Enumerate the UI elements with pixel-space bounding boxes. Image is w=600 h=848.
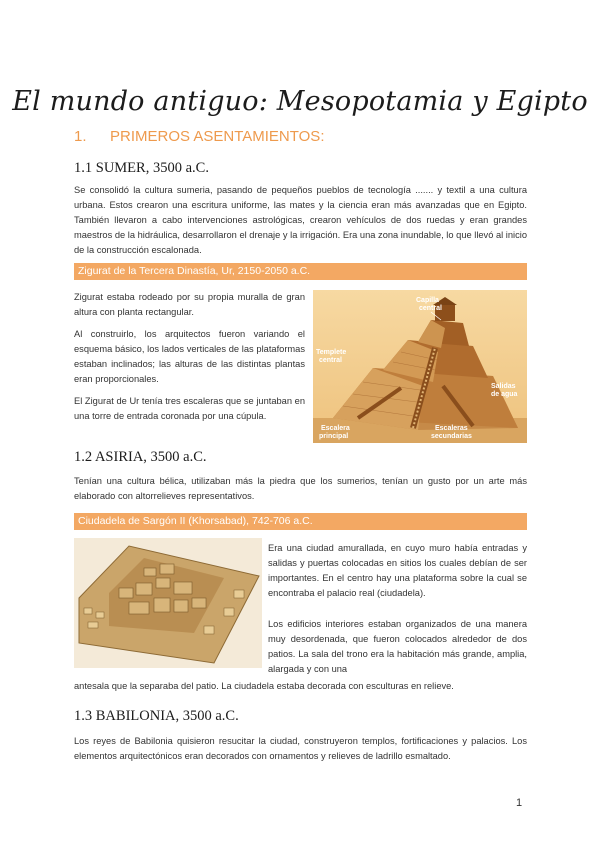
svg-text:central [319,357,342,364]
section-number: 1. [74,128,87,145]
label-capilla-2: central [419,305,442,312]
svg-text:central [419,305,442,312]
paragraph-sargon-1: Era una ciudad amurallada, en cuyo muro había entradas y salidas y puertas colocadas en sitios los cuales debían de ser importantes. En el centro hay una plataforma sobre la cual se encontraba el palacio real (ciudadela). [268,543,527,598]
page-number: 1 [516,797,523,809]
label-escalera-principal-2: principal [319,433,349,440]
label-templete-2: central [319,357,342,364]
svg-text:secundarias [431,433,472,440]
label-templete-1: Templete [316,349,347,356]
label-salidas-2: de agua [491,391,518,398]
document-title: El mundo antiguo: Mesopotamia y Egipto [12,86,588,117]
subheading-sumer: 1.1 SUMER, 3500 a.C. [74,160,209,176]
section-label: PRIMEROS ASENTAMIENTOS: [110,128,325,145]
paragraph-asiria: Tenían una cultura bélica, utilizaban más la piedra que los sumerios, tenían un gusto por un arte más elaborado con altorrelieves representativos. [74,476,527,501]
svg-text:de agua [491,391,518,398]
paragraph-zigurat-1: Zigurat estaba rodeado por su propia muralla de gran altura con planta rectangular. [74,292,305,317]
subheading-asiria: 1.2 ASIRIA, 3500 a.C. [74,449,207,465]
paragraph-zigurat-2: Al construirlo, los arquitectos fueron variando el esquema básico, los lados verticales de las plataformas estaban inclinados; las alturas de las distintas plantas eran proporcionales. [74,329,305,384]
banner-zigurat: Zigurat de la Tercera Dinastía, Ur, 2150-2050 a.C. [74,263,527,280]
zigurat-illustration [313,290,527,443]
subheading-babilonia: 1.3 BABILONIA, 3500 a.C. [74,708,239,724]
banner-sargon: Ciudadela de Sargón II (Khorsabad), 742-706 a.C. [74,513,527,530]
label-salidas-1: Salidas [491,383,516,390]
label-escalera-principal-1: Escalera [321,425,350,432]
paragraph-babilonia: Los reyes de Babilonia quisieron resucitar la ciudad, construyeron templos, fortificaciones y palacios. Los elementos arquitectónicos eran decorados con ornamentos y relieves de ladrillo esmaltado. [74,736,527,761]
svg-text:Escaleras [435,425,468,432]
svg-text:Escalera [321,425,350,432]
paragraph-sumer: Se consolidó la cultura sumeria, pasando de pequeños pueblos de tecnología ....... y textil a una cultura urbana. Estos crearon una escritura uniforme, las mates y la ciencia eran más avanzadas que en Egipto. También llevaron a cabo intervenciones astrológicas, crearon vehículos de dos ruedas y eran grandes maestros de la hidráulica, desarrollaron el drenaje y la irrigación. Era una zona inundable, lo que llevó al inicio de la construcción escalonada. [74,185,527,255]
paragraph-zigurat-3: El Zigurat de Ur tenía tres escaleras que se juntaban en una torre de entrada coronada por una cúpula. [74,396,305,421]
section-heading-primeros-asentamientos [74,128,324,145]
label-capilla-1: Capilla [416,297,439,304]
label-escaleras-secundarias-2: secundarias [431,433,472,440]
svg-text:Templete [316,349,346,356]
paragraph-sargon-2b: antesala que la separaba del patio. La ciudadela estaba decorada con esculturas en relieve. [74,681,454,691]
svg-text:Capilla [416,297,439,304]
svg-text:Salidas [491,383,516,390]
label-escaleras-secundarias-1: Escaleras [435,425,468,432]
paragraph-sargon-2a: Los edificios interiores estaban organizados de una manera muy desordenada, que fueron colocados alrededor de dos patios. La sala del trono era la habitación más grande, amplia, alargada y con una [268,619,527,674]
ciudadela-illustration [74,538,262,668]
svg-text:principal [319,433,348,440]
